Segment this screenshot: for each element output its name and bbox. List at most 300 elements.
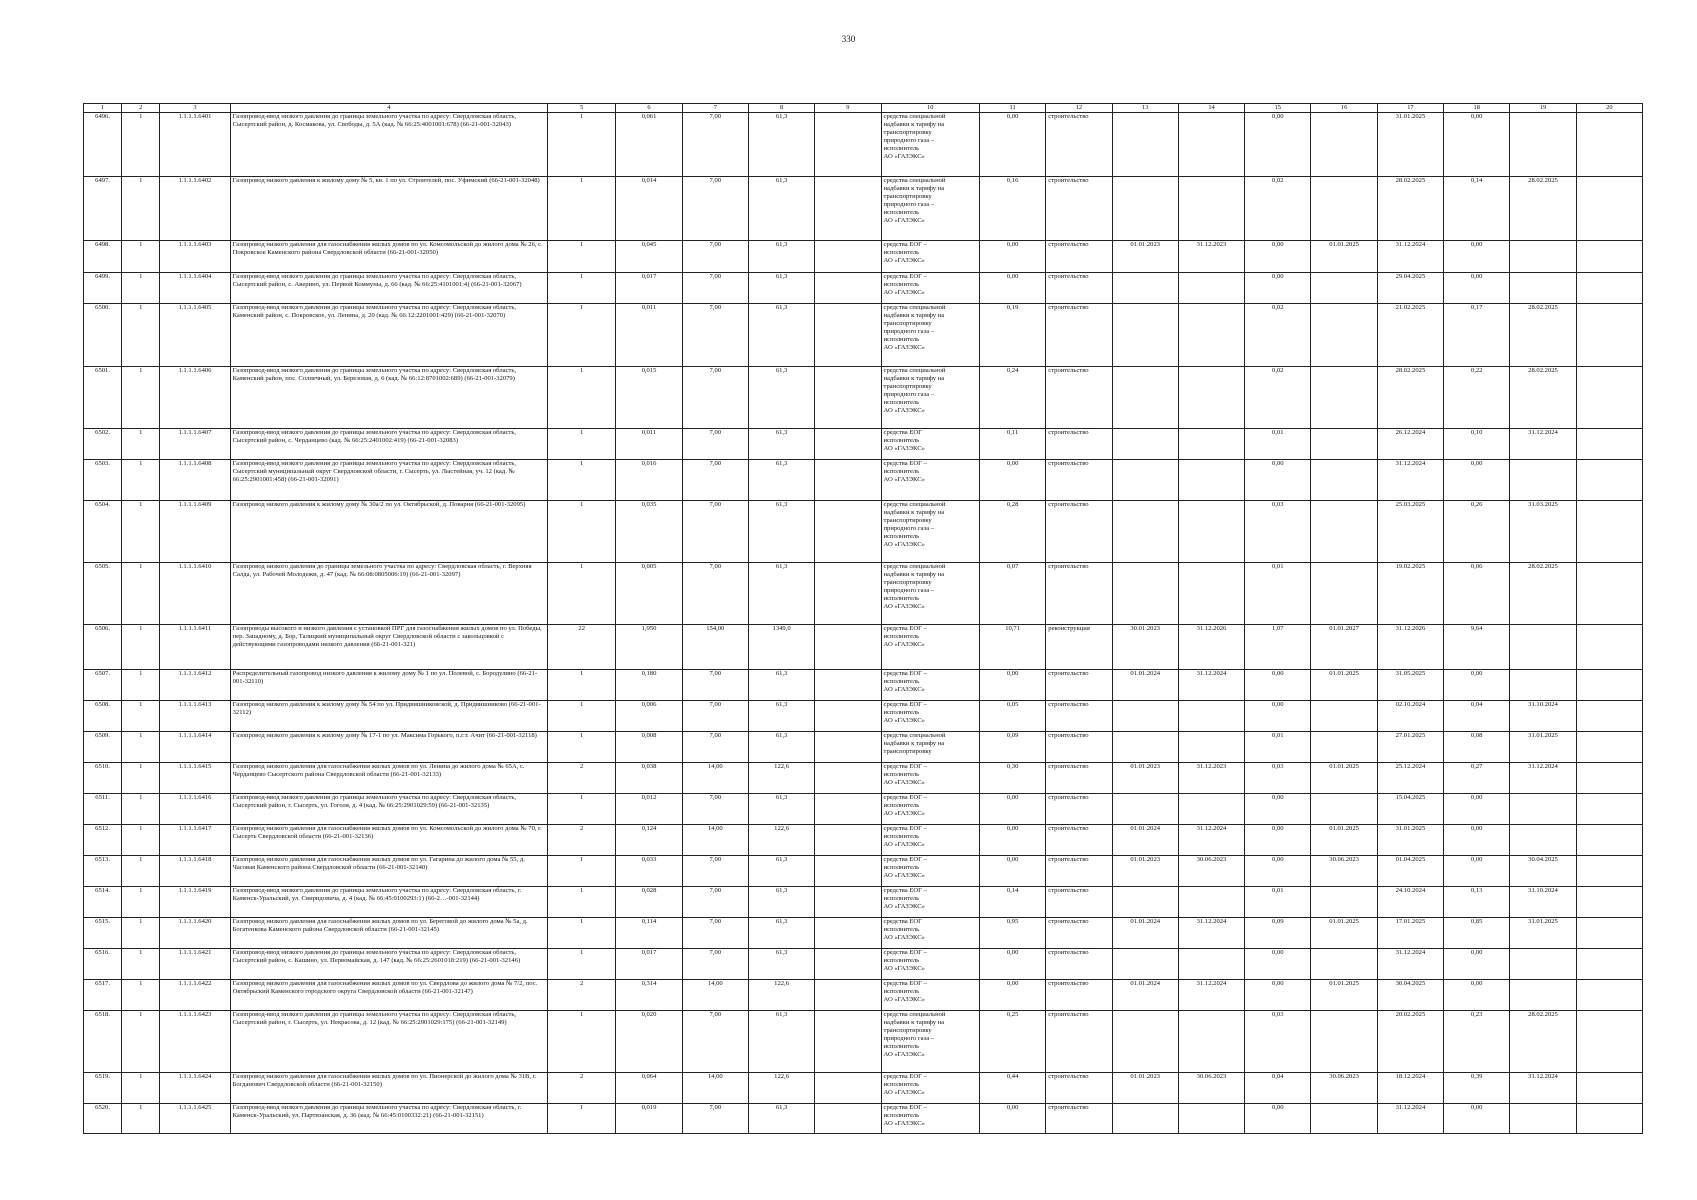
work-type: строительство	[1046, 304, 1112, 367]
object-description: Газопровод-ввод низкого давления до границы земельного участка по адресу: Свердловская область, Сысертский район, с. Черданцево (кад. № 66:25:2401002:419) (66-21-001-32083)	[230, 429, 547, 460]
end-date: 31.12.2024	[1178, 670, 1244, 701]
start-date	[1112, 429, 1178, 460]
row-number: 6501.	[84, 367, 122, 429]
cell-col15: 0,00	[1245, 113, 1311, 177]
cell-col6: 0,005	[616, 563, 682, 625]
cell-col20	[1576, 949, 1642, 980]
cell-col17: 31.12.2024	[1377, 460, 1443, 501]
funding-source: средства ЕОГ – исполнитель АО «ГАЗЭКС»	[881, 794, 979, 825]
cell-col18: 0,39	[1444, 1073, 1510, 1104]
cell-col17: 24.10.2024	[1377, 887, 1443, 918]
cell-col17: 18.12.2024	[1377, 1073, 1443, 1104]
object-code: 1.1.1.1.6406	[160, 367, 230, 429]
cell-col2: 1	[122, 825, 160, 856]
cell-col6: 0,016	[616, 460, 682, 501]
cell-col5: 1	[548, 701, 616, 732]
cell-col5: 1	[548, 429, 616, 460]
start-date	[1112, 887, 1178, 918]
cell-col19: 28.02.2025	[1510, 563, 1576, 625]
end-date	[1178, 460, 1244, 501]
cell-col8: 61,3	[748, 241, 814, 273]
object-code: 1.1.1.1.6401	[160, 113, 230, 177]
object-code: 1.1.1.1.6413	[160, 701, 230, 732]
cell-col18: 0,00	[1444, 949, 1510, 980]
cell-col7: 14,00	[682, 980, 748, 1011]
cell-col19: 28.02.2025	[1510, 1011, 1576, 1073]
cell-col20	[1576, 670, 1642, 701]
cell-col6: 0,064	[616, 1073, 682, 1104]
cell-col15: 0,02	[1245, 304, 1311, 367]
end-date	[1178, 501, 1244, 563]
cell-col16	[1311, 367, 1377, 429]
end-date: 31.12.2024	[1178, 980, 1244, 1011]
cell-col15: 0,00	[1245, 794, 1311, 825]
cell-col15: 0,02	[1245, 177, 1311, 241]
cell-col15: 0,00	[1245, 670, 1311, 701]
cell-col9	[815, 304, 881, 367]
end-date	[1178, 563, 1244, 625]
cell-col2: 1	[122, 273, 160, 304]
work-type: строительство	[1046, 763, 1112, 794]
work-type: реконструкция	[1046, 625, 1112, 670]
cell-col7: 7,00	[682, 304, 748, 367]
row-number: 6503.	[84, 460, 122, 501]
object-description: Газопровод низкого давления для газоснабжения жилых домов по ул. Береговой до жилого дома № 5а, д. Богатенкова Каменского района Свердловской области (66-21-001-32145)	[230, 918, 547, 949]
cell-col15: 0,03	[1245, 763, 1311, 794]
cell-col15: 0,01	[1245, 732, 1311, 763]
cell-col15: 0,00	[1245, 460, 1311, 501]
work-type: строительство	[1046, 949, 1112, 980]
cell-col7: 7,00	[682, 460, 748, 501]
work-type: строительство	[1046, 887, 1112, 918]
cell-col2: 1	[122, 763, 160, 794]
table-row	[84, 701, 1643, 732]
funding-source: средства ЕОГ – исполнитель АО «ГАЗЭКС»	[881, 980, 979, 1011]
object-description: Газопровод-ввод низкого давления до границы земельного участка по адресу: Свердловская область, Сысертский муниципальный округ Свердловской области, г. Сысерть, ул. Лыстейная, уч. 12 (кад. № 66:25:2901001:458) (66-21-001-32091)	[230, 460, 547, 501]
cell-col16	[1311, 429, 1377, 460]
cell-col7: 7,00	[682, 949, 748, 980]
cell-col11: 0,00	[979, 273, 1045, 304]
cell-col15: 0,00	[1245, 701, 1311, 732]
cell-col6: 0,061	[616, 113, 682, 177]
cell-col19: 31.12.2024	[1510, 1073, 1576, 1104]
object-description: Газопровод-ввод низкого давления до границы земельного участка по адресу: Свердловская область, Сысертский район, с. Кашино, ул. Первомайская, д. 147 (кад. № 66:25:2601018:219) (66-21-001-32146)	[230, 949, 547, 980]
cell-col15: 0,00	[1245, 980, 1311, 1011]
cell-col6: 0,017	[616, 273, 682, 304]
object-code: 1.1.1.1.6423	[160, 1011, 230, 1073]
object-description: Газопровод низкого давления для газоснабжения жилых домов по ул. Пионерской до жилого дома № 31В, г. Богданович Свердловской области (66-21-001-32150)	[230, 1073, 547, 1104]
cell-col7: 7,00	[682, 429, 748, 460]
end-date	[1178, 177, 1244, 241]
start-date: 01.01.2023	[1112, 241, 1178, 273]
cell-col16	[1311, 1104, 1377, 1134]
cell-col18: 0,14	[1444, 177, 1510, 241]
cell-col7: 154,00	[682, 625, 748, 670]
object-description: Газопровод низкого давления для газоснабжения жилых домов по ул. Ленина до жилого дома № 65А, с. Черданцево Сысертского района Свердловской области (66-21-001-32133)	[230, 763, 547, 794]
table-row	[84, 273, 1643, 304]
table-row	[84, 113, 1643, 177]
cell-col20	[1576, 1073, 1642, 1104]
cell-col15: 0,00	[1245, 1104, 1311, 1134]
object-description: Газопровод-ввод низкого давления до границы земельного участка по адресу: Свердловская область, Сысертский район, г. Сысерть, ул. Некрасова, д. 12 (кад. № 66:25:2901029:175) (66-21-001-32149)	[230, 1011, 547, 1073]
funding-source: средства ЕОГ – исполнитель АО «ГАЗЭКС»	[881, 670, 979, 701]
cell-col19	[1510, 794, 1576, 825]
cell-col9	[815, 763, 881, 794]
cell-col6: 0,006	[616, 701, 682, 732]
funding-source: средства ЕОГ – исполнитель АО «ГАЗЭКС»	[881, 460, 979, 501]
cell-col18: 0,04	[1444, 701, 1510, 732]
cell-col6: 0,012	[616, 794, 682, 825]
cell-col5: 1	[548, 887, 616, 918]
work-type: строительство	[1046, 670, 1112, 701]
cell-col9	[815, 501, 881, 563]
row-number: 6508.	[84, 701, 122, 732]
cell-col16	[1311, 501, 1377, 563]
cell-col19	[1510, 1104, 1576, 1134]
funding-source: средства специальной надбавки к тарифу на транспортировку природного газа – исполнитель АО «ГАЗЭКС»	[881, 113, 979, 177]
cell-col20	[1576, 1104, 1642, 1134]
row-number: 6518.	[84, 1011, 122, 1073]
cell-col15: 0,04	[1245, 1073, 1311, 1104]
table-row	[84, 241, 1643, 273]
cell-col6: 0,114	[616, 918, 682, 949]
object-description: Газопровод-ввод низкого давления до границы земельного участка по адресу: Свердловская область, Каменский район, с. Покровское, ул. Ленина, д. 20 (кад. № 66:12:2201001:429) (66-21-001-32070)	[230, 304, 547, 367]
table-row	[84, 980, 1643, 1011]
cell-col9	[815, 563, 881, 625]
funding-source: средства специальной надбавки к тарифу на транспортировку природного газа – исполнитель АО «ГАЗЭКС»	[881, 501, 979, 563]
table-row	[84, 856, 1643, 887]
cell-col18: 0,85	[1444, 918, 1510, 949]
cell-col9	[815, 794, 881, 825]
cell-col20	[1576, 563, 1642, 625]
cell-col2: 1	[122, 1073, 160, 1104]
cell-col17: 31.01.2025	[1377, 113, 1443, 177]
cell-col9	[815, 856, 881, 887]
cell-col8: 122,6	[748, 1073, 814, 1104]
end-date	[1178, 887, 1244, 918]
cell-col16: 01.01.2025	[1311, 825, 1377, 856]
cell-col17: 19.02.2025	[1377, 563, 1443, 625]
cell-col11: 0,24	[979, 367, 1045, 429]
cell-col8: 61,3	[748, 1011, 814, 1073]
funding-source: средства ЕОГ – исполнитель АО «ГАЗЭКС»	[881, 856, 979, 887]
cell-col15: 0,00	[1245, 856, 1311, 887]
object-description: Газопровод-ввод низкого давления до границы земельного участка по адресу: Свердловская область, Сысертский район, г. Сысерть, ул. Гоголя, д. 4 (кад. № 66:25:2901029:59) (66-21-001-32135)	[230, 794, 547, 825]
table-row	[84, 563, 1643, 625]
row-number: 6515.	[84, 918, 122, 949]
cell-col11: 0,09	[979, 732, 1045, 763]
column-header-2: 2	[122, 104, 160, 113]
cell-col20	[1576, 763, 1642, 794]
cell-col2: 1	[122, 918, 160, 949]
start-date	[1112, 1104, 1178, 1134]
cell-col9	[815, 625, 881, 670]
data-table	[83, 103, 1643, 1134]
cell-col8: 61,3	[748, 177, 814, 241]
row-number: 6499.	[84, 273, 122, 304]
cell-col18: 9,64	[1444, 625, 1510, 670]
cell-col19	[1510, 241, 1576, 273]
start-date	[1112, 732, 1178, 763]
end-date	[1178, 732, 1244, 763]
cell-col19	[1510, 670, 1576, 701]
cell-col16	[1311, 887, 1377, 918]
row-number: 6504.	[84, 501, 122, 563]
cell-col7: 7,00	[682, 113, 748, 177]
cell-col17: 31.05.2025	[1377, 670, 1443, 701]
start-date: 01.01.2023	[1112, 856, 1178, 887]
work-type: строительство	[1046, 367, 1112, 429]
cell-col16	[1311, 701, 1377, 732]
object-description: Распределительный газопровод низкого давления к жилому дому № 1 по ул. Полевой, с. Бородулино (66-21-001-32110)	[230, 670, 547, 701]
object-code: 1.1.1.1.6419	[160, 887, 230, 918]
cell-col2: 1	[122, 949, 160, 980]
cell-col16: 01.01.2025	[1311, 670, 1377, 701]
cell-col16	[1311, 563, 1377, 625]
start-date: 01.01.2023	[1112, 1073, 1178, 1104]
work-type: строительство	[1046, 825, 1112, 856]
work-type: строительство	[1046, 273, 1112, 304]
cell-col8: 61,3	[748, 670, 814, 701]
cell-col17: 17.01.2025	[1377, 918, 1443, 949]
table-row	[84, 670, 1643, 701]
cell-col11: 0,19	[979, 304, 1045, 367]
cell-col17: 01.04.2025	[1377, 856, 1443, 887]
start-date	[1112, 794, 1178, 825]
cell-col8: 61,3	[748, 429, 814, 460]
object-code: 1.1.1.1.6410	[160, 563, 230, 625]
cell-col9	[815, 113, 881, 177]
column-header-10: 10	[881, 104, 979, 113]
work-type: строительство	[1046, 1104, 1112, 1134]
object-code: 1.1.1.1.6418	[160, 856, 230, 887]
table-row	[84, 949, 1643, 980]
cell-col2: 1	[122, 732, 160, 763]
cell-col11: 10,71	[979, 625, 1045, 670]
object-description: Газопровод низкого давления для газоснабжения жилых домов по ул. Комсомольской до жилого дома № 26, с. Покровское Каменского района Свердловской области (66-21-001-32050)	[230, 241, 547, 273]
cell-col15: 0,03	[1245, 1011, 1311, 1073]
cell-col5: 1	[548, 949, 616, 980]
cell-col11: 0,95	[979, 918, 1045, 949]
work-type: строительство	[1046, 732, 1112, 763]
end-date: 30.06.2023	[1178, 1073, 1244, 1104]
cell-col9	[815, 1104, 881, 1134]
column-header-5: 5	[548, 104, 616, 113]
column-header-13: 13	[1112, 104, 1178, 113]
table-row	[84, 1104, 1643, 1134]
table-row	[84, 429, 1643, 460]
cell-col18: 0,00	[1444, 241, 1510, 273]
cell-col5: 2	[548, 825, 616, 856]
end-date: 31.12.2023	[1178, 241, 1244, 273]
cell-col16: 01.01.2027	[1311, 625, 1377, 670]
work-type: строительство	[1046, 563, 1112, 625]
cell-col2: 1	[122, 856, 160, 887]
column-header-12: 12	[1046, 104, 1112, 113]
cell-col15: 0,03	[1245, 501, 1311, 563]
cell-col20	[1576, 304, 1642, 367]
object-code: 1.1.1.1.6417	[160, 825, 230, 856]
row-number: 6505.	[84, 563, 122, 625]
cell-col11: 0,05	[979, 701, 1045, 732]
cell-col7: 7,00	[682, 563, 748, 625]
cell-col2: 1	[122, 501, 160, 563]
cell-col17: 15.04.2025	[1377, 794, 1443, 825]
cell-col16: 01.01.2025	[1311, 241, 1377, 273]
cell-col2: 1	[122, 1104, 160, 1134]
row-number: 6512.	[84, 825, 122, 856]
object-description: Газопровод низкого давления к жилому дому № 5, кв. 1 по ул. Строителей, пос. Уфимский (66-21-001-32048)	[230, 177, 547, 241]
cell-col2: 1	[122, 980, 160, 1011]
funding-source: средства ЕОГ – исполнитель АО «ГАЗЭКС»	[881, 763, 979, 794]
cell-col5: 2	[548, 980, 616, 1011]
row-number: 6507.	[84, 670, 122, 701]
cell-col8: 61,3	[748, 701, 814, 732]
cell-col2: 1	[122, 241, 160, 273]
cell-col7: 7,00	[682, 273, 748, 304]
cell-col16	[1311, 1011, 1377, 1073]
cell-col17: 31.12.2024	[1377, 241, 1443, 273]
end-date	[1178, 367, 1244, 429]
work-type: строительство	[1046, 501, 1112, 563]
cell-col2: 1	[122, 625, 160, 670]
cell-col15: 0,09	[1245, 918, 1311, 949]
row-number: 6502.	[84, 429, 122, 460]
work-type: строительство	[1046, 113, 1112, 177]
cell-col6: 0,020	[616, 1011, 682, 1073]
cell-col8: 122,6	[748, 980, 814, 1011]
cell-col18: 0,06	[1444, 563, 1510, 625]
cell-col20	[1576, 460, 1642, 501]
work-type: строительство	[1046, 460, 1112, 501]
start-date	[1112, 563, 1178, 625]
cell-col6: 0,028	[616, 887, 682, 918]
cell-col11: 0,44	[979, 1073, 1045, 1104]
cell-col9	[815, 701, 881, 732]
funding-source: средства ЕОГ – исполнитель АО «ГАЗЭКС»	[881, 1073, 979, 1104]
cell-col20	[1576, 273, 1642, 304]
object-description: Газопровод-ввод низкого давления до границы земельного участка по адресу: Свердловская область, Каменский район, пос. Солнечный, ул. Березовая, д. 6 (кад. № 66:12:8701002:689) (66-21-001-32079)	[230, 367, 547, 429]
cell-col20	[1576, 177, 1642, 241]
work-type: строительство	[1046, 856, 1112, 887]
cell-col16	[1311, 113, 1377, 177]
cell-col20	[1576, 625, 1642, 670]
cell-col7: 7,00	[682, 856, 748, 887]
cell-col17: 30.04.2025	[1377, 980, 1443, 1011]
object-code: 1.1.1.1.6416	[160, 794, 230, 825]
row-number: 6520.	[84, 1104, 122, 1134]
table-row	[84, 1011, 1643, 1073]
cell-col8: 61,3	[748, 887, 814, 918]
cell-col5: 1	[548, 794, 616, 825]
cell-col5: 1	[548, 273, 616, 304]
cell-col2: 1	[122, 563, 160, 625]
page-number: 330	[841, 34, 856, 44]
cell-col8: 61,3	[748, 732, 814, 763]
start-date: 01.01.2024	[1112, 670, 1178, 701]
cell-col5: 1	[548, 1104, 616, 1134]
cell-col18: 0,00	[1444, 113, 1510, 177]
cell-col18: 0,23	[1444, 1011, 1510, 1073]
row-number: 6506.	[84, 625, 122, 670]
row-number: 6509.	[84, 732, 122, 763]
cell-col7: 7,00	[682, 1104, 748, 1134]
work-type: строительство	[1046, 980, 1112, 1011]
cell-col5: 1	[548, 241, 616, 273]
start-date	[1112, 501, 1178, 563]
cell-col15: 0,01	[1245, 429, 1311, 460]
cell-col8: 61,3	[748, 856, 814, 887]
cell-col6: 0,008	[616, 732, 682, 763]
cell-col8: 61,3	[748, 501, 814, 563]
work-type: строительство	[1046, 1073, 1112, 1104]
table-row	[84, 177, 1643, 241]
start-date: 01.01.2024	[1112, 918, 1178, 949]
cell-col16	[1311, 732, 1377, 763]
object-description: Газопроводы высокого и низкого давления с установкой ПРГ для газоснабжения жилых домов по ул. Победы, пер. Западному, д. Бор, Талицкий муниципальный округ Свердловской области с закольцовкой с действующими газопроводами низкого давления (66-21-001-321)	[230, 625, 547, 670]
funding-source: средства специальной надбавки к тарифу на транспортировку природного газа – исполнитель АО «ГАЗЭКС»	[881, 563, 979, 625]
cell-col17: 28.02.2025	[1377, 367, 1443, 429]
cell-col2: 1	[122, 113, 160, 177]
cell-col2: 1	[122, 794, 160, 825]
cell-col2: 1	[122, 670, 160, 701]
start-date	[1112, 701, 1178, 732]
object-description: Газопровод низкого давления для газоснабжения жилых домов по ул. Комсомольской до жилого дома № 70, г. Сысерть Свердловской области (66-21-001-32136)	[230, 825, 547, 856]
cell-col7: 7,00	[682, 501, 748, 563]
cell-col15: 0,01	[1245, 563, 1311, 625]
cell-col11: 0,11	[979, 429, 1045, 460]
funding-source: средства ЕОГ исполнитель АО «ГАЗЭКС»	[881, 429, 979, 460]
cell-col5: 1	[548, 670, 616, 701]
cell-col18: 0,26	[1444, 501, 1510, 563]
object-code: 1.1.1.1.6404	[160, 273, 230, 304]
funding-source: средства специальной надбавки к тарифу на транспортировку	[881, 732, 979, 763]
cell-col8: 122,6	[748, 763, 814, 794]
cell-col8: 61,3	[748, 460, 814, 501]
column-header-16: 16	[1311, 104, 1377, 113]
cell-col5: 1	[548, 460, 616, 501]
row-number: 6511.	[84, 794, 122, 825]
cell-col20	[1576, 113, 1642, 177]
start-date	[1112, 1011, 1178, 1073]
cell-col2: 1	[122, 460, 160, 501]
end-date	[1178, 304, 1244, 367]
cell-col19: 31.03.2025	[1510, 501, 1576, 563]
cell-col11: 0,00	[979, 980, 1045, 1011]
cell-col8: 61,3	[748, 273, 814, 304]
cell-col16: 01.01.2025	[1311, 980, 1377, 1011]
table-row	[84, 763, 1643, 794]
object-code: 1.1.1.1.6403	[160, 241, 230, 273]
cell-col5: 1	[548, 732, 616, 763]
cell-col15: 0,00	[1245, 825, 1311, 856]
cell-col9	[815, 980, 881, 1011]
cell-col11: 0,00	[979, 794, 1045, 825]
column-header-3: 3	[160, 104, 230, 113]
cell-col15: 0,00	[1245, 273, 1311, 304]
funding-source: средства ЕОГ – исполнитель АО «ГАЗЭКС»	[881, 825, 979, 856]
funding-source: средства ЕОГ – исполнитель АО «ГАЗЭКС»	[881, 949, 979, 980]
cell-col19	[1510, 825, 1576, 856]
row-number: 6513.	[84, 856, 122, 887]
cell-col5: 1	[548, 177, 616, 241]
cell-col20	[1576, 918, 1642, 949]
table-row	[84, 887, 1643, 918]
funding-source: средства ЕОГ – исполнитель АО «ГАЗЭКС»	[881, 241, 979, 273]
cell-col16	[1311, 460, 1377, 501]
object-code: 1.1.1.1.6409	[160, 501, 230, 563]
cell-col7: 7,00	[682, 177, 748, 241]
